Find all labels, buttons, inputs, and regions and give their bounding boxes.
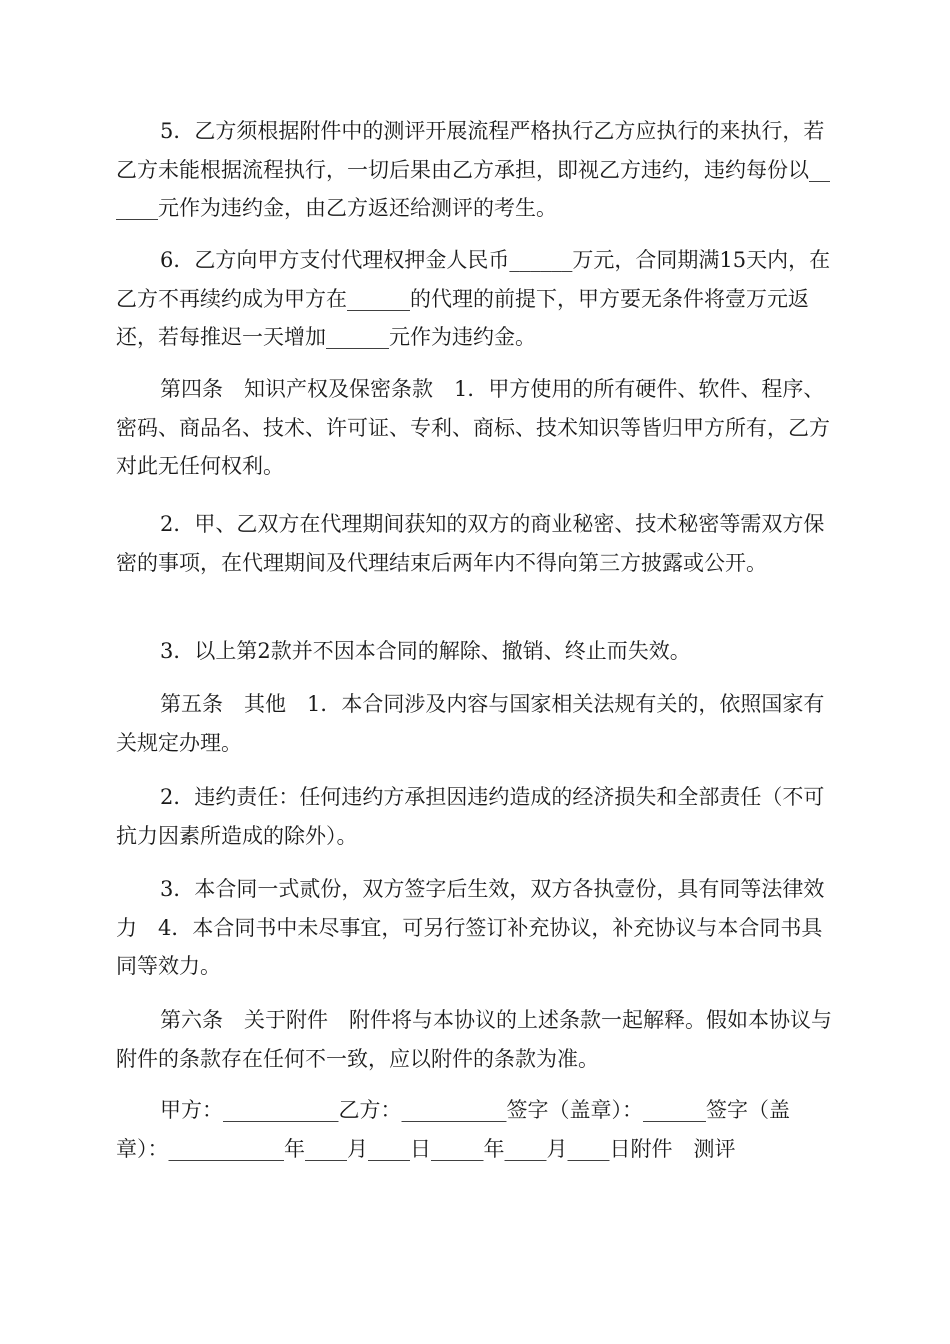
paragraph-article-5-other: 第五条 其他 1．本合同涉及内容与国家相关法规有关的，依照国家有关规定办理。: [116, 692, 825, 755]
paragraph-clause-6-deposit: 6．乙方向甲方支付代理权押金人民币______万元，合同期满15天内，在乙方不再续约成为甲方在______的代理的前提下，甲方要无条件将壹万元返还，若每推迟一天增加______元作为违约金。: [116, 248, 831, 349]
signature-block: 甲方：___________乙方：__________签字（盖章）：______签字（盖章）：___________年____月____日_____年____月____日附件 测评: [116, 1098, 790, 1161]
paragraph-clause-5-penalty: 5．乙方须根据附件中的测评开展流程严格执行乙方应执行的来执行，若乙方未能根据流程执行，一切后果由乙方承担，即视乙方违约，违约每份以______元作为违约金，由乙方返还给测评的考生。: [116, 119, 830, 220]
paragraph-article-6-attachments: 第六条 关于附件 附件将与本协议的上述条款一起解释。假如本协议与附件的条款存在任何不一致，应以附件的条款为准。: [116, 1008, 832, 1071]
paragraph-article-4-item-2: 2．甲、乙双方在代理期间获知的双方的商业秘密、技术秘密等需双方保密的事项，在代理期间及代理结束后两年内不得向第三方披露或公开。: [116, 512, 825, 575]
paragraph-article-5-liability: 2．违约责任：任何违约方承担因违约造成的经济损失和全部责任（不可抗力因素所造成的除外）。: [116, 785, 825, 848]
paragraph-article-4-item-3: 3．以上第2款并不因本合同的解除、撤销、终止而失效。: [160, 639, 691, 663]
paragraph-article-4-ip-confidentiality: 第四条 知识产权及保密条款 1．甲方使用的所有硬件、软件、程序、密码、商品名、技术、许可证、专利、商标、技术知识等皆归甲方所有，乙方对此无任何权利。: [116, 377, 830, 478]
paragraph-article-5-copies: 3．本合同一式贰份，双方签字后生效，双方各执壹份，具有同等法律效力 4．本合同书中未尽事宜，可另行签订补充协议，补充协议与本合同书具同等效力。: [116, 877, 825, 978]
